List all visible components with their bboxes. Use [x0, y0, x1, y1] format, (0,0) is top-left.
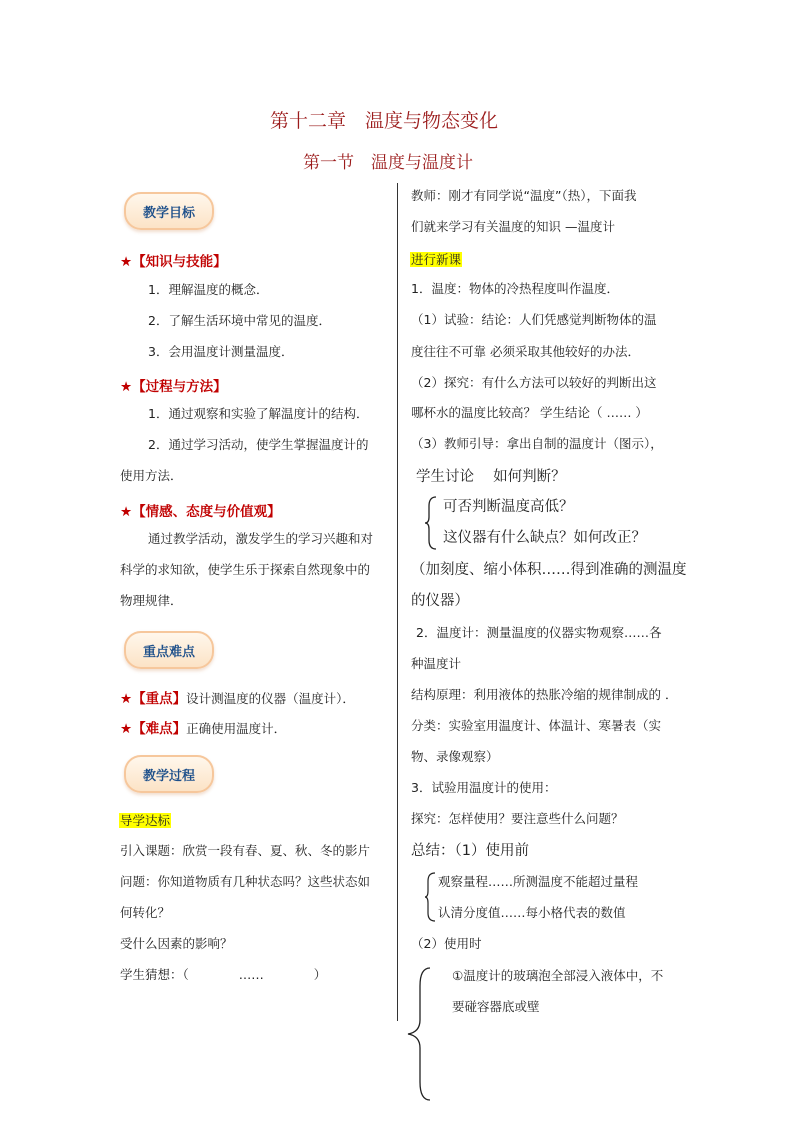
- content-line: 2．温度计：测量温度的仪器实物观察……各: [416, 625, 662, 640]
- key-point-label: ★【重点】: [120, 691, 187, 707]
- brace-item: 认清分度值……每小格代表的数值: [438, 905, 626, 920]
- emotion-line: 物理规律．: [120, 593, 183, 608]
- pill-objectives: 教学目标: [124, 192, 214, 230]
- summary-line: 总结：（1）使用前: [411, 843, 529, 859]
- emotion-line: 通过教学活动，激发学生的学习兴趣和对: [148, 531, 374, 546]
- column-divider: [397, 183, 398, 1021]
- emotion-line: 科学的求知欲，使学生乐于探索自然现象中的: [120, 562, 371, 577]
- process-item: 使用方法．: [120, 468, 183, 483]
- section-title: 第一节 温度与温度计: [303, 153, 473, 173]
- student-guess: 学生猜想：（ …… ）: [120, 967, 327, 982]
- pill-process: 教学过程: [124, 755, 214, 793]
- process-item: 1．通过观察和实验了解温度计的结构．: [148, 406, 369, 421]
- pill-keypoints: 重点难点: [124, 631, 214, 669]
- brace-item: 观察量程……所测温度不能超过量程: [438, 874, 639, 889]
- new-lesson-label: 进行新课: [411, 252, 462, 267]
- improve-line: 的仪器）: [411, 593, 469, 609]
- emotion-heading: ★【情感、态度与价值观】: [120, 504, 281, 520]
- difficulty-text: 正确使用温度计．: [186, 721, 287, 736]
- intro-line: 问题：你知道物质有几种状态吗？这些状态如: [120, 874, 371, 889]
- intro-line: 引入课题：欣赏一段有春、夏、秋、冬的影片: [120, 843, 371, 858]
- key-point-row: [120, 687, 355, 707]
- content-line: 哪杯水的温度比较高？ 学生结论（ …… ）: [411, 405, 648, 420]
- process-heading: ★【过程与方法】: [120, 379, 227, 395]
- process-item: 2．通过学习活动，使学生掌握温度计的: [148, 437, 369, 452]
- content-line: （3）教师引导：拿出自制的温度计（图示），: [411, 436, 663, 451]
- content-line: 1．温度：物体的冷热程度叫作温度．: [411, 281, 619, 296]
- chapter-title: 第十二章 温度与物态变化: [270, 110, 499, 132]
- content-line: 度往往不可靠 必须采取其他较好的办法．: [411, 344, 640, 359]
- content-line: 3．试验用温度计的使用：: [411, 780, 557, 795]
- difficulty-row: [120, 717, 286, 737]
- guide-label: 导学达标: [120, 813, 171, 828]
- left-brace-icon: [404, 966, 432, 1102]
- intro-line: 受什么因素的影响？: [120, 936, 233, 951]
- content-line: 探究：怎样使用？要注意些什么问题？: [411, 811, 624, 826]
- brace-item: 这仪器有什么缺点？如何改正？: [443, 530, 646, 546]
- use-during-line: （2）使用时: [411, 936, 482, 951]
- content-line: 分类：实验室用温度计、体温计、寒暑表（实: [411, 718, 662, 733]
- knowledge-item: 1．理解温度的概念．: [148, 282, 269, 297]
- content-line: （1）试验：结论：人们凭感觉判断物体的温: [411, 312, 657, 327]
- content-line: 种温度计: [411, 656, 462, 671]
- content-line: 结构原理：利用液体的热胀冷缩的规律制成的 ．: [411, 687, 678, 702]
- knowledge-heading: ★【知识与技能】: [120, 254, 227, 270]
- left-brace-icon: [424, 872, 436, 922]
- improve-line: （加刻度、缩小体积……得到准确的测温度: [411, 562, 687, 578]
- brace-item: 可否判断温度高低？: [443, 499, 574, 515]
- difficulty-label: ★【难点】: [120, 721, 187, 737]
- knowledge-item: 2．了解生活环境中常见的温度．: [148, 313, 331, 328]
- brace-item: 要碰容器底或壁: [452, 999, 540, 1014]
- brace-item: ①温度计的玻璃泡全部浸入液体中，不: [452, 968, 664, 983]
- student-discuss: 学生讨论 如何判断？: [416, 469, 566, 485]
- key-point-text: 设计测温度的仪器（温度计）．: [186, 691, 355, 706]
- intro-line: 何转化？: [120, 905, 171, 920]
- content-line: 物、录像观察）: [411, 749, 499, 764]
- teacher-line: 们就来学习有关温度的知识 —温度计: [411, 219, 615, 234]
- knowledge-item: 3．会用温度计测量温度．: [148, 344, 294, 359]
- teacher-line: 教师：刚才有同学说“温度”（热），下面我: [411, 188, 637, 203]
- content-line: （2）探究：有什么方法可以较好的判断出这: [411, 375, 657, 390]
- left-brace-icon: [424, 496, 438, 550]
